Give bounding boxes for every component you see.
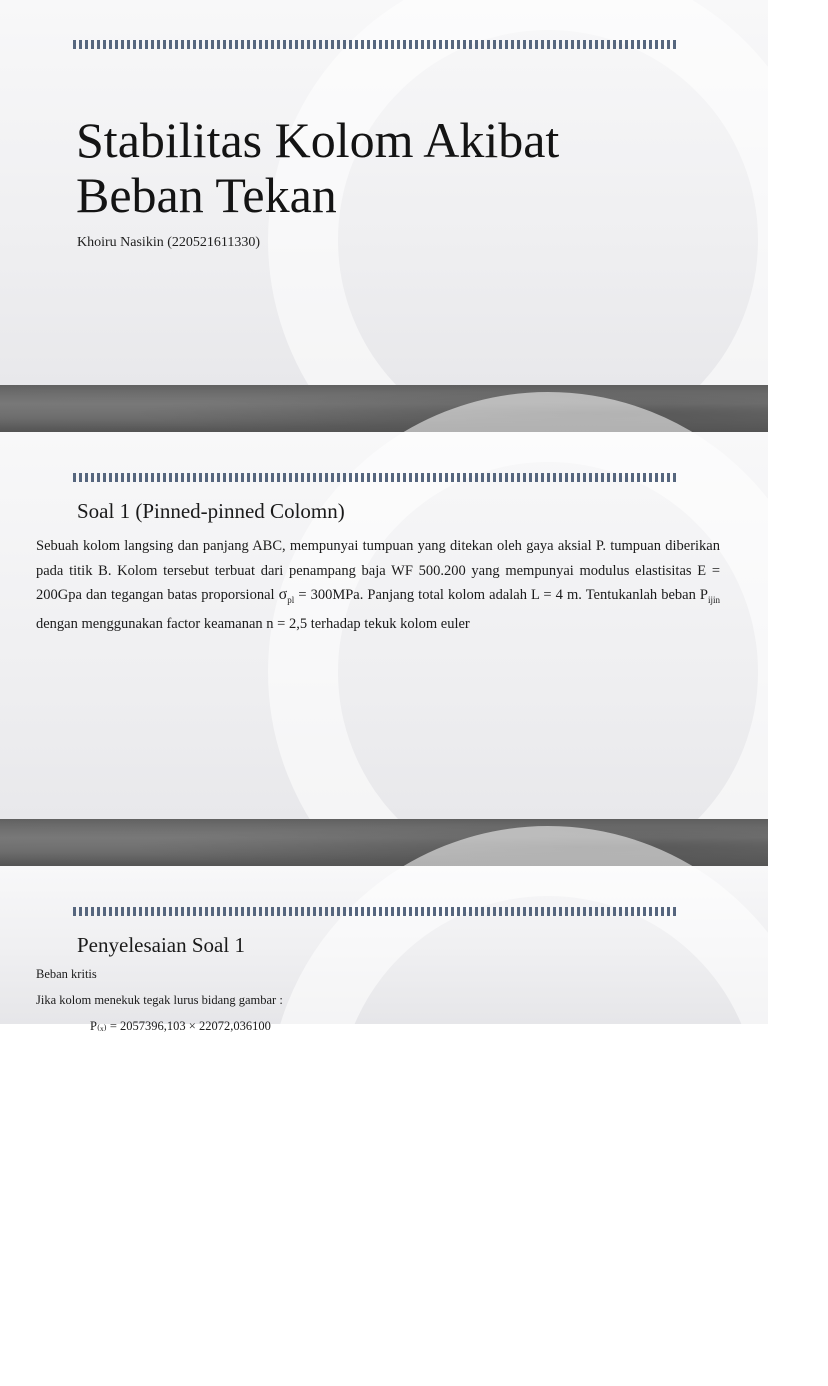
title-line-1: Stabilitas Kolom Akibat xyxy=(76,112,560,168)
slide-heading: Soal 1 (Pinned-pinned Colomn) xyxy=(77,499,345,523)
problem-text-part-a: Sebuah kolom langsing dan panjang ABC, mempunyai tumpuan yang ditekan oleh gaya aksial P. tumpuan diberikan pada titik B. Kolom tersebut terbuat dari penampang baja WF 500.200 yang mempunyai modulus elastisitas E = 200Gpa dan tegangan batas proporsional xyxy=(36,538,720,603)
presentation-title xyxy=(76,113,696,223)
problem-text xyxy=(36,534,720,637)
title-line-2: Beban Tekan xyxy=(76,167,337,223)
decorative-stripe xyxy=(73,907,677,916)
buckling-condition-text: Jika kolom menekuk tegak lurus bidang gambar : xyxy=(36,993,283,1007)
problem-text-part-c: dengan menggunakan factor keamanan n = 2,5 terhadap tekuk kolom euler xyxy=(36,616,470,633)
problem-text-part-b: = 300MPa. Panjang total kolom adalah L = 4 m. Tentukanlah beban P xyxy=(294,587,708,603)
solution-slide xyxy=(0,866,768,1033)
p-subscript: ijin xyxy=(708,594,721,605)
author-name: Khoiru Nasikin (220521611330) xyxy=(77,235,261,250)
title-slide xyxy=(0,0,768,432)
critical-load-label: Beban kritis xyxy=(36,967,97,981)
slide-heading: Penyelesaian Soal 1 xyxy=(77,933,245,957)
problem-slide xyxy=(0,432,768,866)
sigma-subscript: pl xyxy=(287,594,295,605)
decorative-stripe xyxy=(73,40,677,49)
decorative-stripe xyxy=(73,473,677,482)
formula-line: P₍ₓ₎ = 2057396,103 × 22072,036100 xyxy=(90,1019,271,1033)
sigma-symbol: σ xyxy=(278,586,288,603)
